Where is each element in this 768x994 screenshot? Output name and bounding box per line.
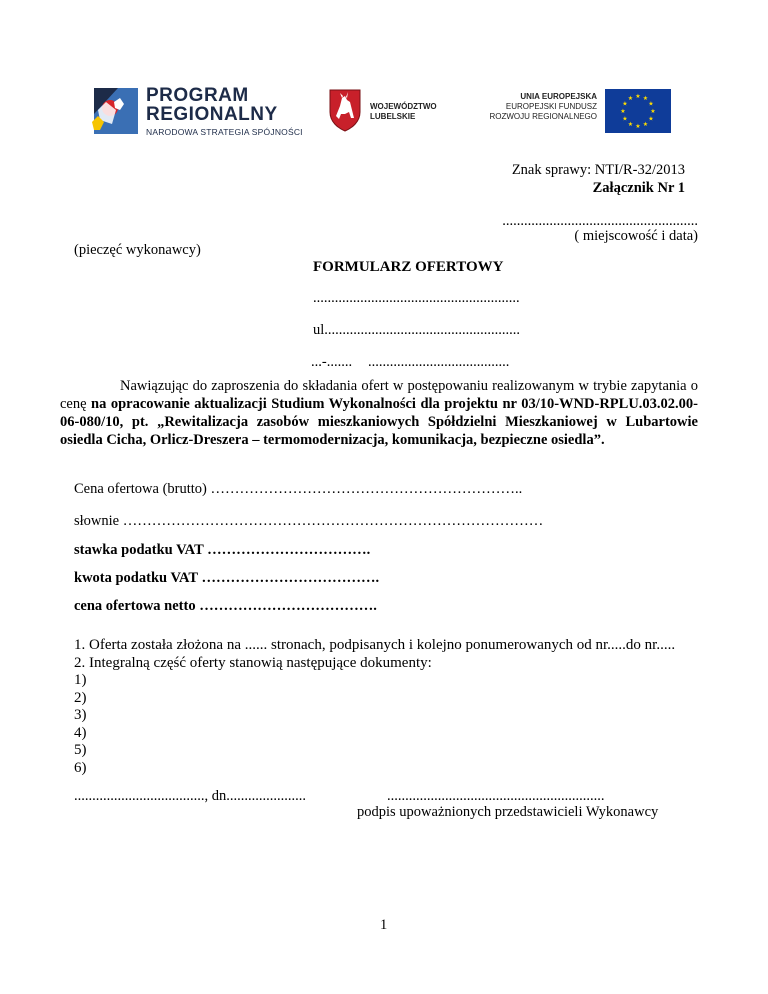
program-regionalny-mark-icon — [88, 82, 140, 140]
postcode-line: ...-....... — [311, 354, 353, 370]
svg-text:★: ★ — [622, 115, 628, 123]
program-regionalny-logo — [88, 82, 313, 140]
price-in-words-line: słownie …………………………………………………………………………… — [74, 513, 544, 529]
document-list-item: 3) — [74, 707, 87, 723]
svg-text:★: ★ — [635, 123, 641, 130]
case-number: Znak sprawy: NTI/R-32/2013 — [511, 162, 685, 178]
eu-flag-icon — [605, 89, 671, 133]
page-number: 1 — [380, 917, 388, 933]
unia-line2: EUROPEJSKI FUNDUSZ — [505, 102, 597, 111]
vat-amount-line: kwota podatku VAT ………………………………. — [74, 570, 380, 586]
svg-text:★: ★ — [650, 108, 656, 115]
wojewodztwo-line2: LUBELSKIE — [370, 112, 416, 121]
svg-text:★: ★ — [642, 121, 649, 128]
program-logo-line1: PROGRAM — [146, 85, 249, 106]
form-title: FORMULARZ OFERTOWY — [313, 259, 504, 275]
street-line: ul...................................................... — [313, 322, 521, 338]
gross-price-line: Cena ofertowa (brutto) ……………………………………………………….. — [74, 481, 523, 497]
svg-text:★: ★ — [635, 93, 641, 100]
unia-line1: UNIA EUROPEJSKA — [520, 92, 597, 101]
svg-text:★: ★ — [620, 108, 626, 115]
statement-documents: 2. Integralną część oferty stanowią następujące dokumenty: — [74, 654, 432, 671]
vat-rate-line: stawka podatku VAT ……………………………. — [74, 542, 371, 558]
unia-line3: ROZWOJU REGIONALNEGO — [489, 112, 597, 121]
place-date-dots: ...................................................... — [502, 213, 698, 229]
intro-paragraph — [60, 377, 698, 449]
wojewodztwo-line1: WOJEWÓDZTWO — [370, 102, 437, 111]
attachment-number: Załącznik Nr 1 — [592, 180, 685, 196]
svg-text:★: ★ — [648, 115, 654, 123]
intro-bold-text: na opracowanie aktualizacji Studium Wykonalności dla projektu nr 03/10-WND-RPLU.03.02.00-06-080/10, pt. „Rewitalizacja zasobów mieszkaniowych Spółdzielni Mieszkaniowej w Lubartowie osiedla Cicha, Orlicz-Dreszera – termomodernizacja, komunikacja, bezpieczne osiedla”. — [60, 396, 698, 448]
document-list-item: 1) — [74, 672, 87, 688]
document-list-item: 5) — [74, 742, 87, 758]
svg-text:★: ★ — [627, 121, 634, 128]
document-list-item: 4) — [74, 724, 87, 741]
statement-pages: 1. Oferta została złożona na ...... stronach, podpisanych i kolejno ponumerowanych od nr.....do nr..... — [74, 637, 676, 653]
document-list-item: 6) — [74, 759, 87, 776]
name-line: ......................................................... — [313, 290, 520, 306]
unia-europejska-text — [489, 92, 597, 122]
svg-text:★: ★ — [642, 95, 649, 102]
signature-dots: ............................................................ — [387, 788, 605, 804]
signature-place-date: ...................................., dn...................... — [74, 788, 306, 804]
svg-text:★: ★ — [627, 95, 634, 102]
svg-text:★: ★ — [648, 100, 654, 108]
net-price-line: cena ofertowa netto ………………………………. — [74, 598, 377, 614]
wojewodztwo-text — [370, 102, 437, 122]
place-date-label: ( miejscowość i data) — [574, 228, 698, 244]
wojewodztwo-lubelskie-logo — [328, 88, 458, 134]
city-line: ....................................... — [368, 354, 510, 370]
lubelskie-coat-of-arms-icon — [328, 88, 362, 132]
stamp-label: (pieczęć wykonawcy) — [74, 242, 201, 258]
statements-block — [74, 637, 675, 777]
signature-label: podpis upoważnionych przedstawicieli Wykonawcy — [357, 804, 659, 820]
unia-europejska-logo — [476, 89, 671, 133]
document-list-item: 2) — [74, 689, 87, 706]
program-logo-line3: NARODOWA STRATEGIA SPÓJNOŚCI — [146, 127, 303, 137]
program-logo-line2: REGIONALNY — [146, 104, 278, 125]
svg-text:★: ★ — [622, 100, 628, 108]
intro-plain-text: Nawiązując do zaproszenia do składania ofert w postępowaniu realizowanym w trybie zapytania o cenę — [60, 378, 698, 412]
